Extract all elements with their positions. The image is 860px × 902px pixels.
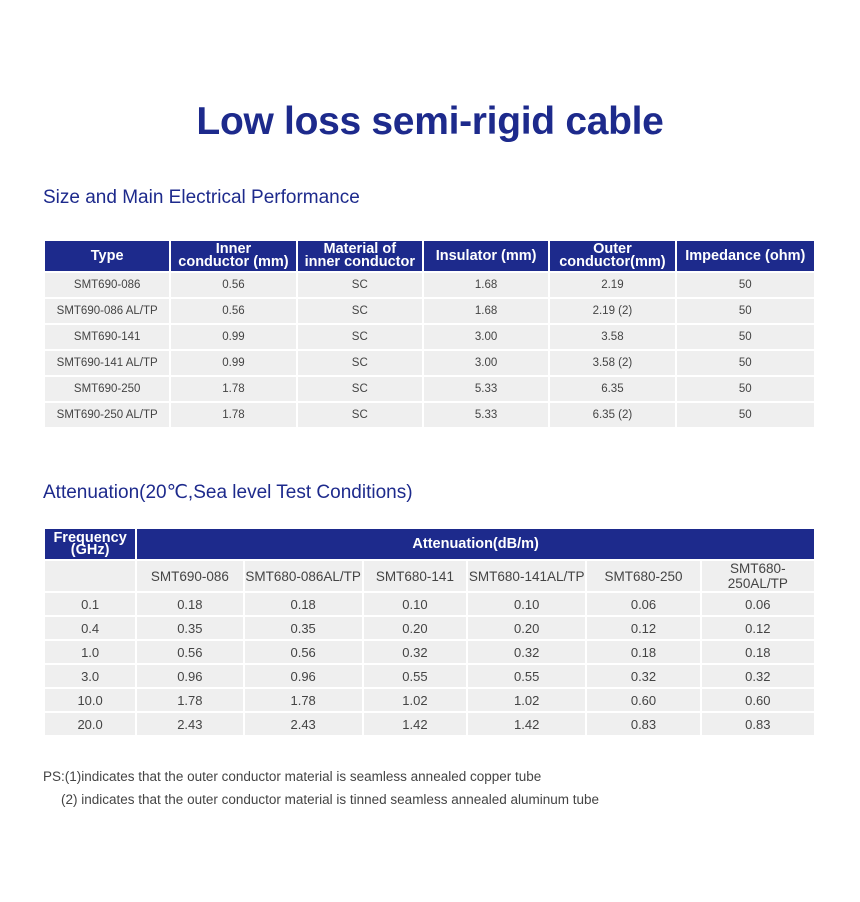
table-row [45, 299, 814, 323]
table-row [45, 351, 814, 375]
table-row [45, 617, 814, 639]
cell: 10.0 [45, 689, 135, 711]
cell: 0.06 [587, 593, 699, 615]
header-insulator: Insulator (mm) [424, 241, 548, 271]
cell: 0.99 [171, 325, 295, 349]
model-label: SMT680-141 [364, 561, 466, 591]
cell: 1.02 [468, 689, 585, 711]
cell: 1.78 [137, 689, 242, 711]
cell: 2.19 (2) [550, 299, 674, 323]
blank-cell [45, 561, 135, 591]
header-attenuation: Attenuation(dB/m) [137, 529, 814, 559]
footnotes [43, 765, 599, 811]
cell: 3.0 [45, 665, 135, 687]
cell: 0.06 [702, 593, 814, 615]
cell: SMT690-086 AL/TP [45, 299, 169, 323]
cell: SMT690-086 [45, 273, 169, 297]
cell: 3.58 [550, 325, 674, 349]
header-type: Type [45, 241, 169, 271]
cell: SMT690-141 [45, 325, 169, 349]
header-material: Material of inner conductor [298, 241, 422, 271]
cell: 0.4 [45, 617, 135, 639]
cell: 50 [677, 403, 814, 427]
cell: 0.1 [45, 593, 135, 615]
cell: SC [298, 299, 422, 323]
cell: 0.10 [364, 593, 466, 615]
cell: 1.42 [468, 713, 585, 735]
attenuation-table [43, 527, 816, 737]
cell: 20.0 [45, 713, 135, 735]
cell: 2.19 [550, 273, 674, 297]
cell: 0.18 [587, 641, 699, 663]
model-label: SMT690-086 [137, 561, 242, 591]
cell: 1.78 [171, 377, 295, 401]
cell: SMT690-250 [45, 377, 169, 401]
cell: 0.32 [364, 641, 466, 663]
cell: 3.00 [424, 325, 548, 349]
cell: 1.68 [424, 273, 548, 297]
cell: 0.35 [245, 617, 362, 639]
cell: 0.18 [702, 641, 814, 663]
cell: 5.33 [424, 377, 548, 401]
model-label: SMT680-250AL/TP [702, 561, 814, 591]
cell: SMT690-141 AL/TP [45, 351, 169, 375]
cell: SC [298, 403, 422, 427]
cell: 0.60 [587, 689, 699, 711]
model-header-row [45, 561, 814, 591]
header-impedance: Impedance (ohm) [677, 241, 814, 271]
page-title: Low loss semi-rigid cable [196, 100, 664, 143]
cell: 2.43 [137, 713, 242, 735]
model-label: SMT680-086AL/TP [245, 561, 362, 591]
table-header-row [45, 529, 814, 559]
cell: 0.10 [468, 593, 585, 615]
cell: 5.33 [424, 403, 548, 427]
cell: 0.12 [587, 617, 699, 639]
model-label: SMT680-250 [587, 561, 699, 591]
table-row [45, 665, 814, 687]
cell: SC [298, 351, 422, 375]
cell: 1.02 [364, 689, 466, 711]
cell: 50 [677, 299, 814, 323]
cell: 0.56 [245, 641, 362, 663]
cell: 2.43 [245, 713, 362, 735]
table-row [45, 377, 814, 401]
cell: 0.32 [468, 641, 585, 663]
cell: 1.42 [364, 713, 466, 735]
cell: SC [298, 325, 422, 349]
cell: 6.35 [550, 377, 674, 401]
section-title-size: Size and Main Electrical Performance [43, 187, 360, 208]
cell: 0.18 [137, 593, 242, 615]
table-row [45, 403, 814, 427]
cell: 50 [677, 273, 814, 297]
table-row [45, 641, 814, 663]
cell: 0.83 [587, 713, 699, 735]
cell: 1.78 [245, 689, 362, 711]
table-row [45, 689, 814, 711]
cell: 0.18 [245, 593, 362, 615]
cell: 0.96 [137, 665, 242, 687]
footnote-2: (2) indicates that the outer conductor material is tinned seamless annealed aluminum tube [61, 792, 600, 807]
cell: 50 [677, 351, 814, 375]
section-title-attenuation: Attenuation(20℃,Sea level Test Conditions) [43, 482, 413, 503]
cell: 3.58 (2) [550, 351, 674, 375]
table-row [45, 713, 814, 735]
size-performance-table [43, 239, 816, 429]
cell: 0.12 [702, 617, 814, 639]
header-frequency: Frequency (GHz) [45, 529, 135, 559]
cell: 0.60 [702, 689, 814, 711]
table-row [45, 273, 814, 297]
cell: 0.20 [468, 617, 585, 639]
cell: SMT690-250 AL/TP [45, 403, 169, 427]
cell: 0.83 [702, 713, 814, 735]
cell: 0.96 [245, 665, 362, 687]
header-inner-conductor: Inner conductor (mm) [171, 241, 295, 271]
cell: SC [298, 377, 422, 401]
cell: 0.35 [137, 617, 242, 639]
footnote-1: PS:(1)indicates that the outer conductor material is seamless annealed copper tube [43, 769, 542, 784]
cell: 3.00 [424, 351, 548, 375]
header-outer-conductor: Outer conductor(mm) [550, 241, 674, 271]
cell: 0.99 [171, 351, 295, 375]
cell: 0.55 [364, 665, 466, 687]
cell: SC [298, 273, 422, 297]
cell: 0.32 [702, 665, 814, 687]
table-row [45, 325, 814, 349]
cell: 50 [677, 325, 814, 349]
cell: 50 [677, 377, 814, 401]
cell: 0.55 [468, 665, 585, 687]
table-header-row [45, 241, 814, 271]
cell: 0.32 [587, 665, 699, 687]
cell: 6.35 (2) [550, 403, 674, 427]
table-row [45, 593, 814, 615]
cell: 0.56 [171, 273, 295, 297]
cell: 1.78 [171, 403, 295, 427]
cell: 0.56 [171, 299, 295, 323]
cell: 0.20 [364, 617, 466, 639]
cell: 1.68 [424, 299, 548, 323]
model-label: SMT680-141AL/TP [468, 561, 585, 591]
cell: 1.0 [45, 641, 135, 663]
cell: 0.56 [137, 641, 242, 663]
